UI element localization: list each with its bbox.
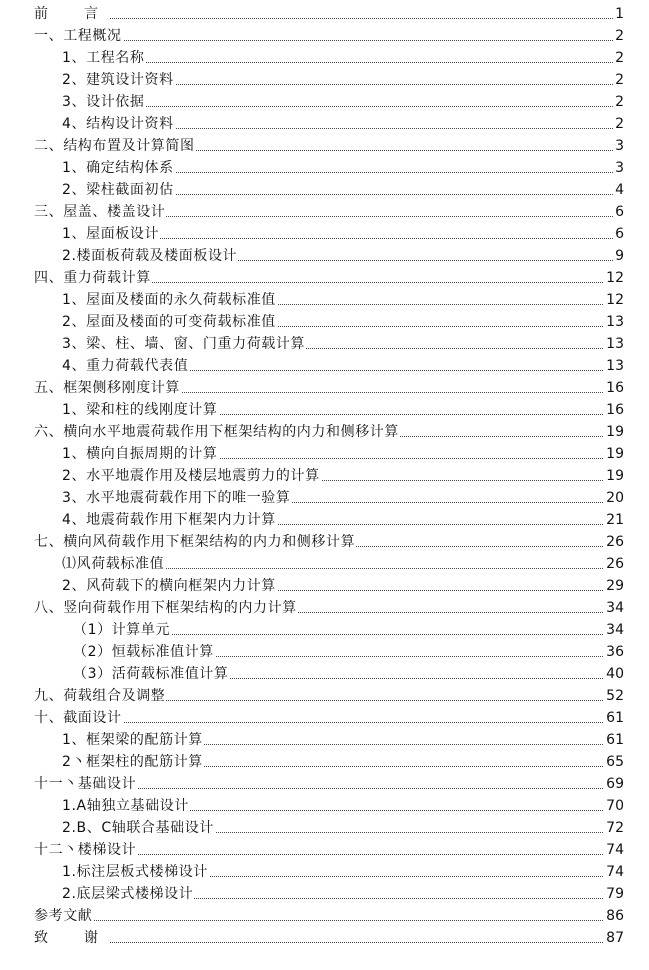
toc-entry-title: 三、屋盖、楼盖设计 [34, 201, 166, 223]
toc-page-number: 29 [604, 575, 624, 597]
toc-entry-title: 4、地震荷载作用下框架内力计算 [62, 509, 277, 531]
toc-entry[interactable] [0, 641, 649, 663]
toc-page-number: 34 [604, 619, 624, 641]
toc-entry-title: 致 谢 [34, 927, 110, 949]
toc-entry[interactable] [0, 927, 649, 949]
toc-page-number: 34 [604, 597, 624, 619]
toc-page-number: 74 [604, 839, 624, 861]
toc-page-number: 2 [613, 47, 624, 69]
toc-entry[interactable] [0, 47, 649, 69]
toc-entry[interactable] [0, 597, 649, 619]
toc-entry-title: 四、重力荷载计算 [34, 267, 152, 289]
toc-entry[interactable] [0, 619, 649, 641]
toc-page-number: 87 [604, 927, 624, 949]
toc-leader-dots [34, 942, 617, 943]
toc-entry[interactable] [0, 245, 649, 267]
toc-page-number: 16 [604, 399, 624, 421]
toc-entry[interactable] [0, 751, 649, 773]
toc-entry-title: 1.A轴独立基础设计 [62, 795, 190, 817]
toc-page-number: 6 [613, 201, 624, 223]
toc-entry[interactable] [0, 267, 649, 289]
toc-entry-title: 3、设计依据 [62, 91, 146, 113]
toc-entry-title: 2.B、C轴联合基础设计 [62, 817, 215, 839]
toc-entry-title: 1、梁和柱的线刚度计算 [62, 399, 219, 421]
toc-entry-title: 1、屋面板设计 [62, 223, 160, 245]
toc-leader-dots [34, 18, 617, 19]
toc-page-number: 69 [604, 773, 624, 795]
toc-entry-title: 八、竖向荷载作用下框架结构的内力计算 [34, 597, 298, 619]
toc-page-number: 12 [604, 289, 624, 311]
toc-page-number: 26 [604, 553, 624, 575]
toc-entry-title: 1、确定结构体系 [62, 157, 175, 179]
toc-page-number: 19 [604, 421, 624, 443]
toc-entry[interactable] [0, 509, 649, 531]
toc-page-number: 2 [613, 113, 624, 135]
toc-entry-title: 3、梁、柱、墙、窗、门重力荷载计算 [62, 333, 306, 355]
toc-entry-title: 2、建筑设计资料 [62, 69, 175, 91]
toc-page-number: 13 [604, 333, 624, 355]
toc-page-number: 16 [604, 377, 624, 399]
toc-entry[interactable] [0, 707, 649, 729]
toc-page-number: 3 [613, 157, 624, 179]
toc-page-number: 2 [613, 69, 624, 91]
toc-entry-title: 五、框架侧移刚度计算 [34, 377, 181, 399]
toc-entry-title: 4、结构设计资料 [62, 113, 175, 135]
toc-entry[interactable] [0, 465, 649, 487]
toc-page-number: 72 [604, 817, 624, 839]
toc-entry-title: 一、工程概况 [34, 25, 123, 47]
toc-entry-title: 3、水平地震荷载作用下的唯一验算 [62, 487, 292, 509]
toc-entry[interactable] [0, 3, 649, 25]
toc-entry[interactable] [0, 399, 649, 421]
toc-entry[interactable] [0, 553, 649, 575]
toc-page-number: 26 [604, 531, 624, 553]
toc-entry[interactable] [0, 839, 649, 861]
toc-entry[interactable] [0, 861, 649, 883]
toc-page-number: 74 [604, 861, 624, 883]
toc-entry[interactable] [0, 685, 649, 707]
toc-page-number: 70 [604, 795, 624, 817]
toc-entry[interactable] [0, 421, 649, 443]
toc-entry[interactable] [0, 795, 649, 817]
toc-page-number: 52 [604, 685, 624, 707]
toc-entry-title: 2、水平地震作用及楼层地震剪力的计算 [62, 465, 321, 487]
toc-entry[interactable] [0, 311, 649, 333]
toc-entry-title: 2、梁柱截面初估 [62, 179, 175, 201]
toc-page-number: 4 [613, 179, 624, 201]
toc-entry-title: 1.标注层板式楼梯设计 [62, 861, 209, 883]
toc-page-number: 19 [604, 443, 624, 465]
toc-entry[interactable] [0, 201, 649, 223]
toc-leader-dots [34, 920, 617, 921]
toc-entry-title: 参考文献 [34, 905, 93, 927]
toc-entry-title: 二、结构布置及计算简图 [34, 135, 196, 157]
toc-page-number: 6 [613, 223, 624, 245]
toc-entry-title: 2、屋面及楼面的可变荷载标准值 [62, 311, 277, 333]
toc-entry-title: 1、横向自振周期的计算 [62, 443, 219, 465]
toc-page-number: 61 [604, 729, 624, 751]
toc-entry[interactable] [0, 575, 649, 597]
toc-entry[interactable] [0, 179, 649, 201]
toc-entry[interactable] [0, 113, 649, 135]
toc-entry-title: 2、风荷载下的横向框架内力计算 [62, 575, 277, 597]
toc-entry[interactable] [0, 443, 649, 465]
toc-page-number: 65 [604, 751, 624, 773]
toc-entry[interactable] [0, 663, 649, 685]
toc-page-number: 2 [613, 91, 624, 113]
toc-entry-title: 2.底层梁式楼梯设计 [62, 883, 194, 905]
toc-page-number: 2 [613, 25, 624, 47]
toc-entry[interactable] [0, 905, 649, 927]
toc-entry[interactable] [0, 91, 649, 113]
toc-entry-title: 十二丶楼梯设计 [34, 839, 137, 861]
toc-entry-title: 2.楼面板荷载及楼面板设计 [62, 245, 238, 267]
toc-page-number: 40 [604, 663, 624, 685]
toc-entry-title: 前 言 [34, 3, 110, 25]
toc-entry[interactable] [0, 223, 649, 245]
toc-entry-title: 十一丶基础设计 [34, 773, 137, 795]
toc-entry-title: 七、横向风荷载作用下框架结构的内力和侧移计算 [34, 531, 356, 553]
toc-page-number: 1 [613, 3, 624, 25]
toc-page-number: 19 [604, 465, 624, 487]
toc-entry[interactable] [0, 729, 649, 751]
toc-entry-title: 十、截面设计 [34, 707, 123, 729]
toc-entry[interactable] [0, 69, 649, 91]
toc-entry[interactable] [0, 531, 649, 553]
toc-entry-title: 1、工程名称 [62, 47, 146, 69]
toc-page-number: 9 [613, 245, 624, 267]
toc-entry-title: 4、重力荷载代表值 [62, 355, 189, 377]
toc-entry-title: ⑴风荷载标准值 [62, 553, 165, 575]
toc-entry[interactable] [0, 377, 649, 399]
toc-entry[interactable] [0, 817, 649, 839]
toc-page-number: 61 [604, 707, 624, 729]
toc-entry[interactable] [0, 355, 649, 377]
toc-page-number: 20 [604, 487, 624, 509]
toc-page-number: 36 [604, 641, 624, 663]
toc-page-number: 21 [604, 509, 624, 531]
toc-entry-title: （3）活荷载标准值计算 [73, 663, 230, 685]
toc-page-number: 3 [613, 135, 624, 157]
toc-entry-title: 2丶框架柱的配筋计算 [62, 751, 204, 773]
toc-entry[interactable] [0, 773, 649, 795]
toc-page-number: 86 [604, 905, 624, 927]
toc-entry-title: 1、屋面及楼面的永久荷载标准值 [62, 289, 277, 311]
toc-entry[interactable] [0, 883, 649, 905]
toc-entry[interactable] [0, 487, 649, 509]
table-of-contents [0, 3, 649, 949]
toc-entry-title: 1、框架梁的配筋计算 [62, 729, 204, 751]
toc-entry-title: （2）恒载标准值计算 [73, 641, 215, 663]
toc-entry[interactable] [0, 157, 649, 179]
toc-entry-title: 九、荷载组合及调整 [34, 685, 166, 707]
toc-page-number: 13 [604, 311, 624, 333]
toc-page-number: 79 [604, 883, 624, 905]
toc-entry-title: （1）计算单元 [73, 619, 171, 641]
toc-entry[interactable] [0, 25, 649, 47]
toc-page-number: 13 [604, 355, 624, 377]
toc-entry[interactable] [0, 135, 649, 157]
toc-page-number: 12 [604, 267, 624, 289]
toc-entry[interactable] [0, 289, 649, 311]
toc-entry-title: 六、横向水平地震荷载作用下框架结构的内力和侧移计算 [34, 421, 400, 443]
toc-entry[interactable] [0, 333, 649, 355]
